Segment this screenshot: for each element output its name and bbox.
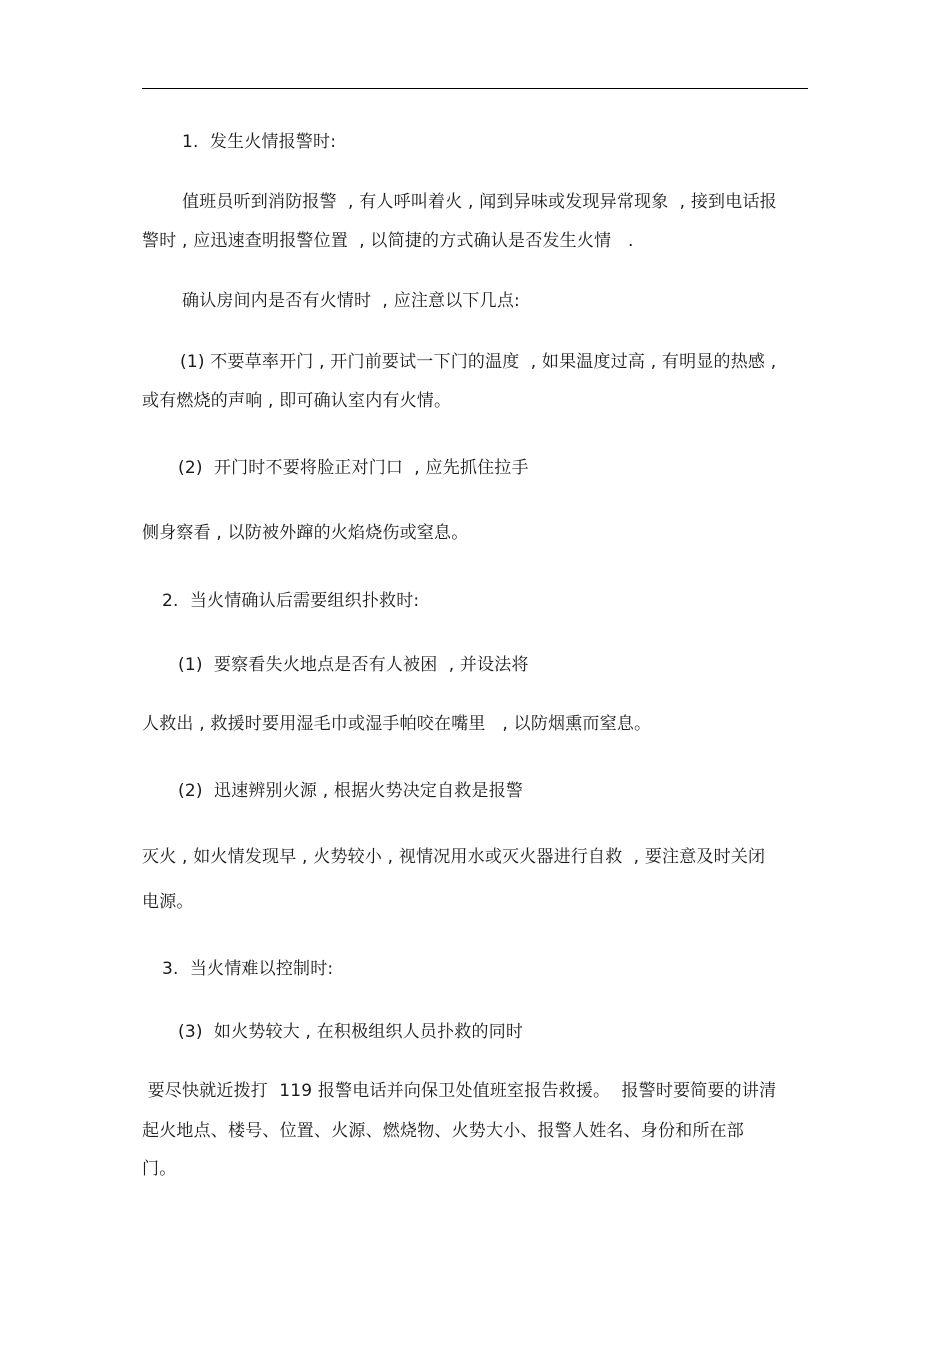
- section-2-heading: 2. 当火情确认后需要组织扑救时:: [162, 591, 420, 611]
- paragraph-line: 要尽快就近拨打 119 报警电话并向保卫处值班室报告救援。 报警时要简要的讲清: [142, 1081, 777, 1101]
- paragraph-line: 侧身察看 , 以防被外蹿的火焰烧伤或窒息。: [142, 523, 469, 543]
- section-3-heading: 3. 当火情难以控制时:: [162, 959, 334, 979]
- header-divider: [142, 88, 808, 89]
- paragraph-line: 人救出 , 救援时要用湿毛巾或湿手帕咬在嘴里 , 以防烟熏而窒息。: [142, 714, 652, 734]
- paragraph-line: 起火地点、楼号、位置、火源、燃烧物、火势大小、报警人姓名、身份和所在部: [142, 1121, 744, 1141]
- list-item-line: (2) 迅速辨别火源 , 根据火势决定自救是报警: [178, 781, 524, 801]
- list-item-line: (1) 要察看失火地点是否有人被困 , 并设法将: [178, 655, 529, 675]
- paragraph-line: 值班员听到消防报警 , 有人呼叫着火 , 闻到异味或发现异常现象 , 接到电话报: [182, 192, 777, 212]
- paragraph-line: 确认房间内是否有火情时 , 应注意以下几点:: [182, 291, 520, 311]
- list-item-line: (1) 不要草率开门 , 开门前要试一下门的温度 , 如果温度过高 , 有明显的热感 ,: [180, 352, 777, 372]
- paragraph-line: 警时 , 应迅速查明报警位置 , 以简捷的方式确认是否发生火情 .: [142, 231, 634, 251]
- paragraph-line: 灭火 , 如火情发现早 , 火势较小 , 视情况用水或灭火器进行自救 , 要注意及时关闭: [142, 847, 766, 867]
- section-1-heading: 1. 发生火情报警时:: [182, 132, 337, 152]
- list-item-line: (3) 如火势较大 , 在积极组织人员扑救的同时: [178, 1022, 524, 1042]
- paragraph-line: 门。: [142, 1159, 177, 1179]
- list-item-line: 或有燃烧的声响 , 即可确认室内有火情。: [142, 391, 452, 411]
- list-item-line: (2) 开门时不要将脸正对门口 , 应先抓住拉手: [178, 458, 529, 478]
- paragraph-line: 电源。: [142, 892, 194, 912]
